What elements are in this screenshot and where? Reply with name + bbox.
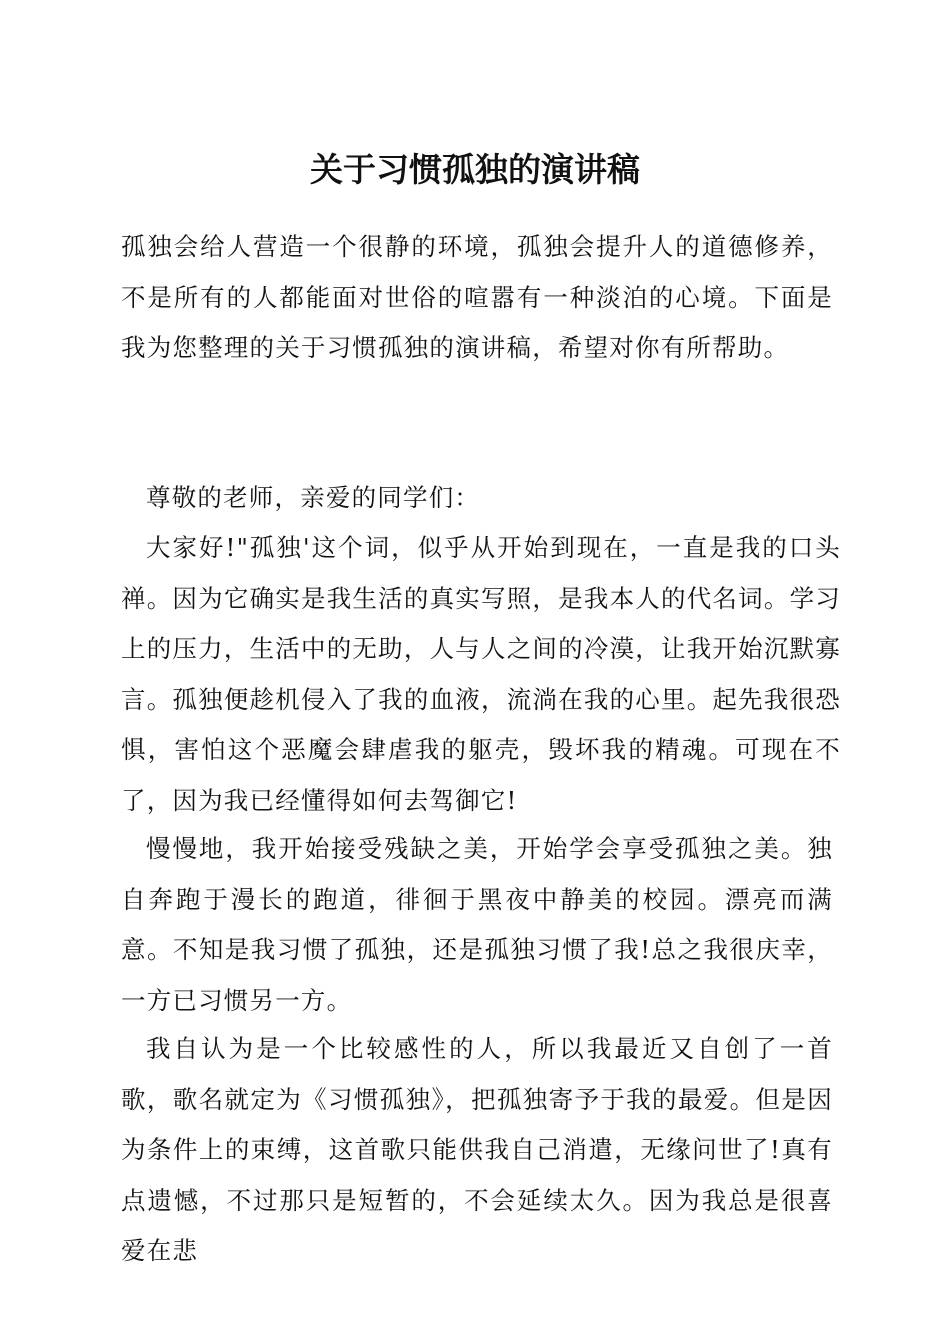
document-title: 关于习惯孤独的演讲稿 xyxy=(310,150,640,189)
intro-paragraph: 孤独会给人营造一个很静的环境，孤独会提升人的道德修养，不是所有的人都能面对世俗的喧嚣有一种淡泊的心境。下面是我为您整理的关于习惯孤独的演讲稿，希望对你有所帮助。 xyxy=(121,232,833,362)
body-paragraph-2: 慢慢地，我开始接受残缺之美，开始学会享受孤独之美。独自奔跑于漫长的跑道，徘徊于黑夜中静美的校园。漂亮而满意。不知是我习惯了孤独，还是孤独习惯了我!总之我很庆幸，一方已习惯另一方。 xyxy=(121,834,833,1015)
body-paragraph-3: 我自认为是一个比较感性的人，所以我最近又自创了一首歌，歌名就定为《习惯孤独》，把孤独寄予于我的最爱。但是因为条件上的束缚，这首歌只能供我自己消遣，无缘问世了!真有点遗憾，不过那只是短暂的，不会延续太久。因为我总是很喜爱在悲 xyxy=(121,1034,833,1265)
body-paragraph-1: 大家好!"孤独'这个词，似乎从开始到现在，一直是我的口头禅。因为它确实是我生活的真实写照，是我本人的代名词。学习上的压力，生活中的无助，人与人之间的冷漠，让我开始沉默寡言。孤独便趁机侵入了我的血液，流淌在我的心里。起先我很恐惧，害怕这个恶魔会肆虐我的躯壳，毁坏我的精魂。可现在不了，因为我已经懂得如何去驾御它! xyxy=(121,533,841,815)
greeting-line: 尊敬的老师，亲爱的同学们： xyxy=(146,483,481,512)
